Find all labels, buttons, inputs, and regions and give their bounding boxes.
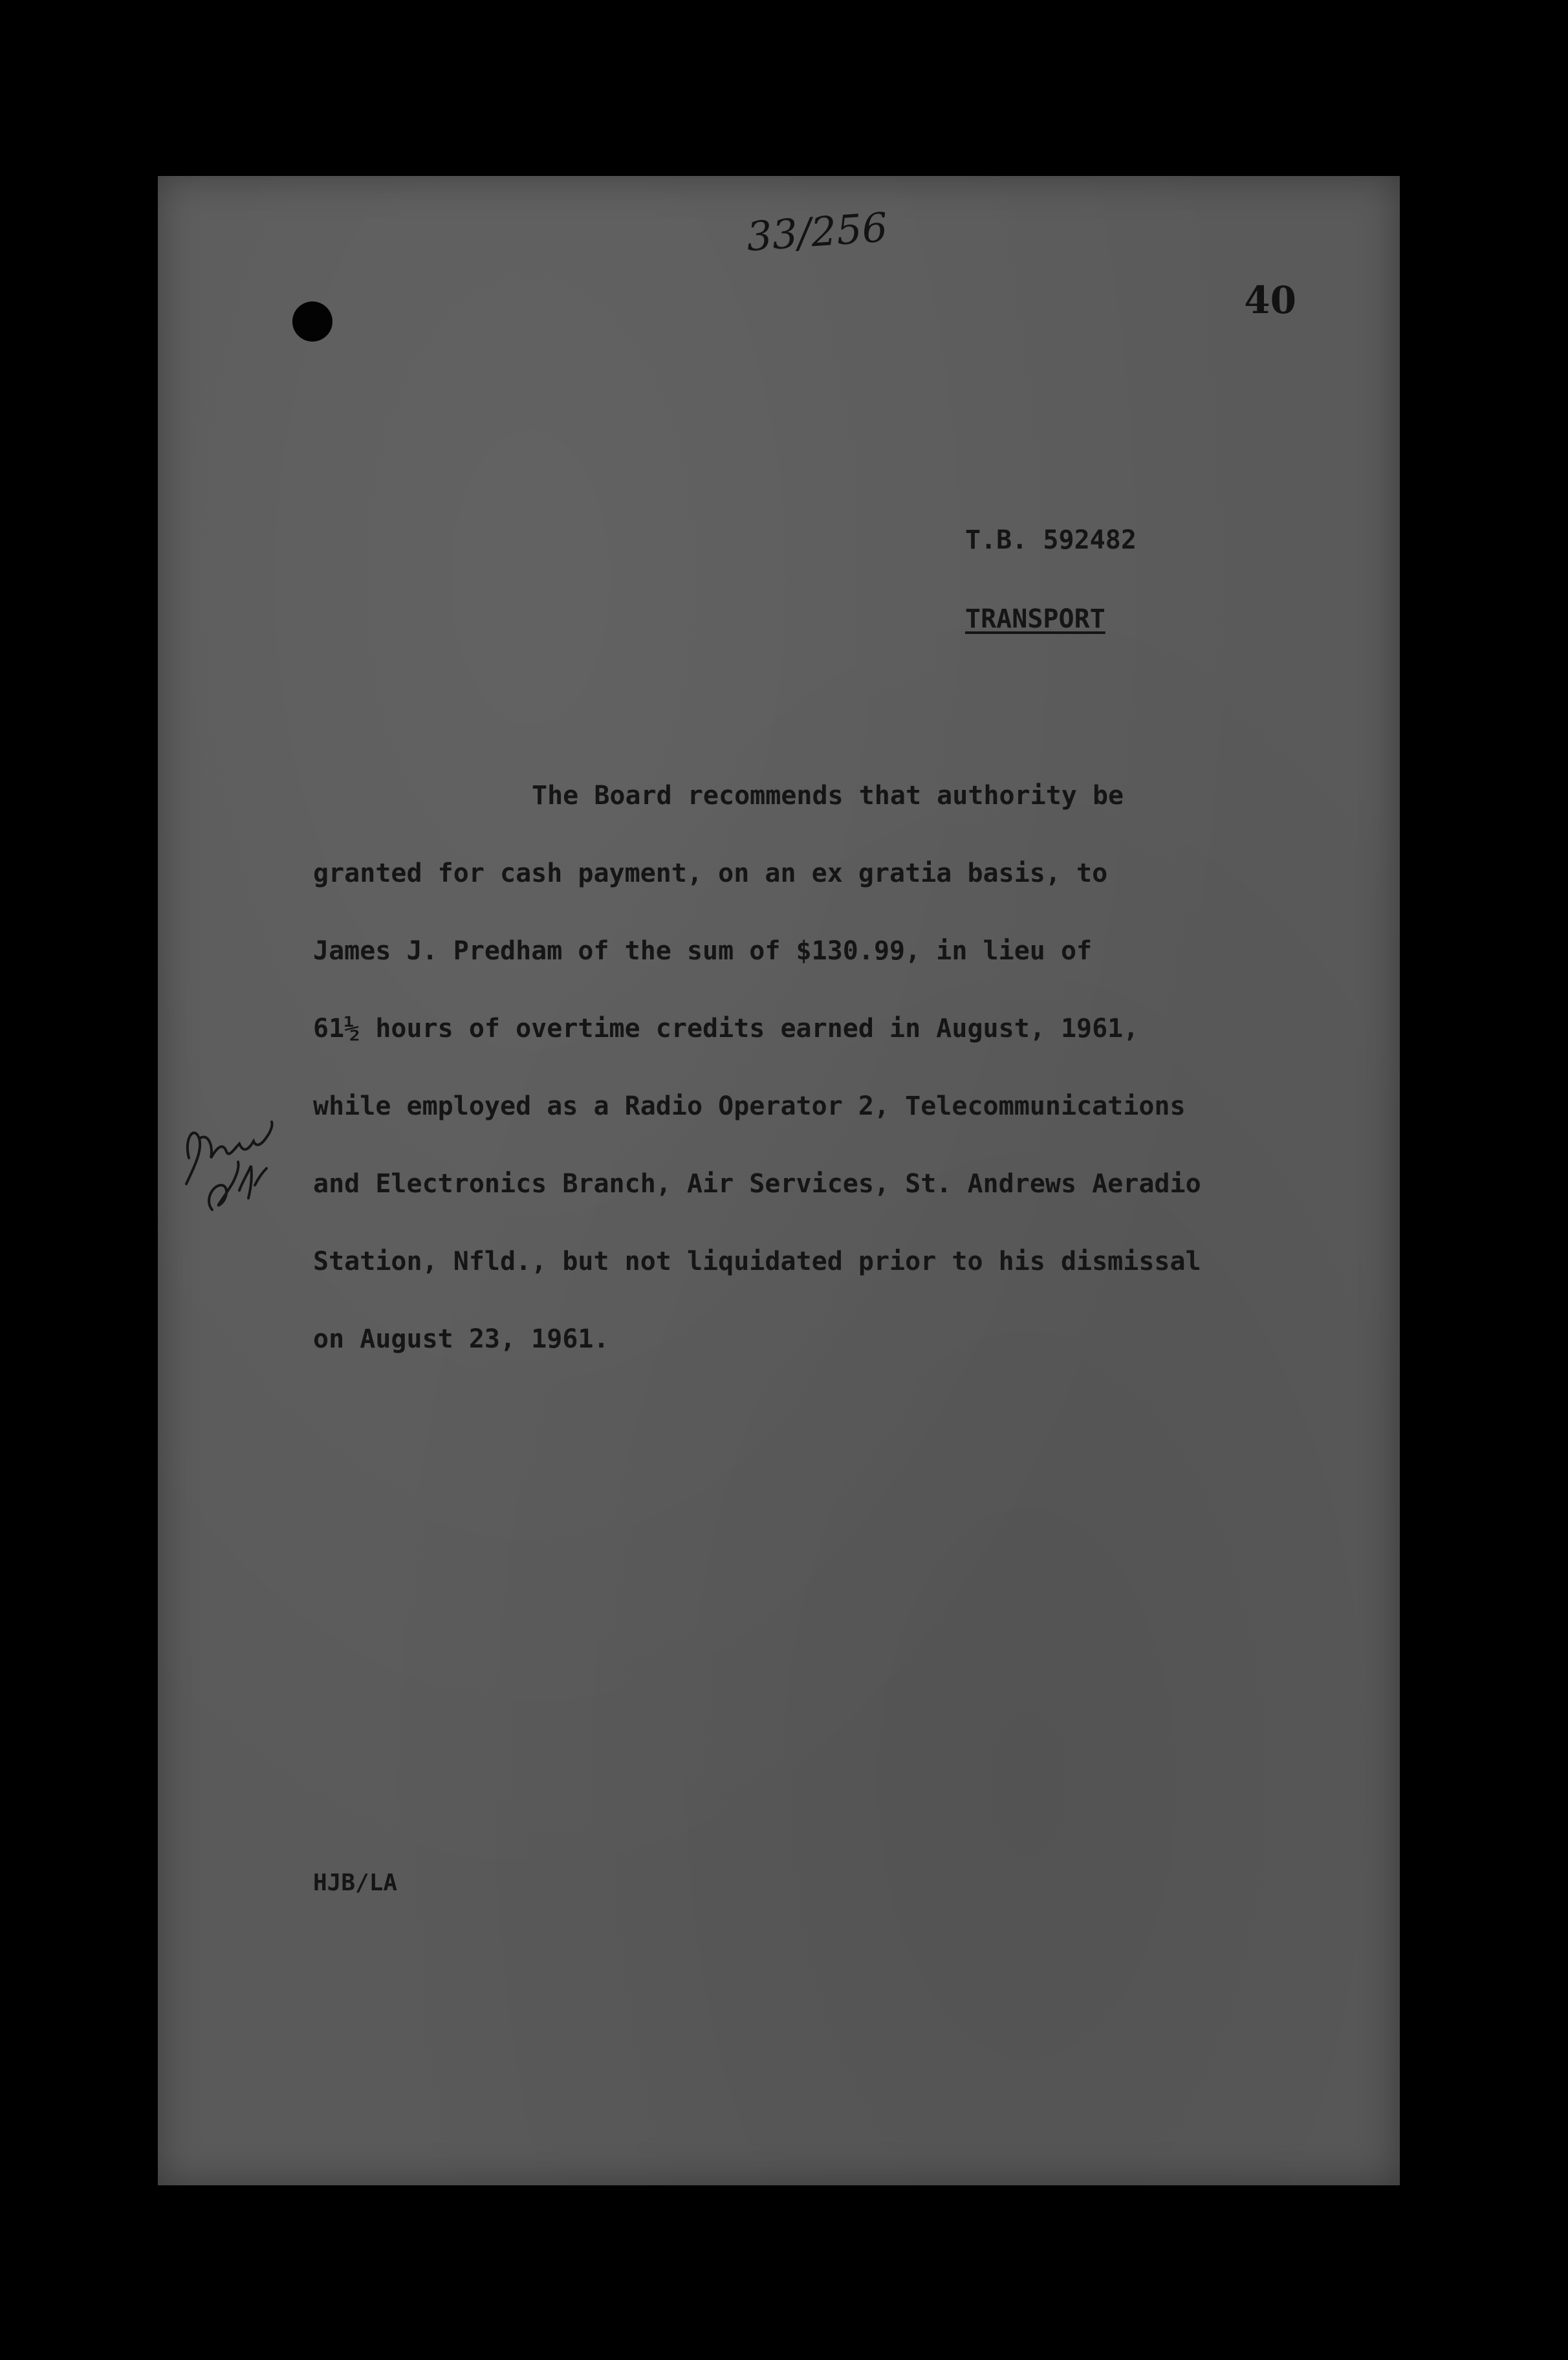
body-line: while employed as a Radio Operator 2, Telecommunications: [313, 1091, 1186, 1121]
body-line: granted for cash payment, on an ex gratia basis, to: [313, 858, 1108, 888]
body-line: The Board recommends that authority be: [532, 781, 1124, 811]
handwritten-file-reference: 33/256: [745, 203, 889, 261]
body-line: and Electronics Branch, Air Services, St. Andrews Aeradio: [313, 1169, 1201, 1199]
recommendation-paragraph: [313, 757, 1232, 1378]
margin-signature: [175, 1113, 285, 1216]
typist-initials: HJB/LA: [313, 1870, 398, 1896]
punch-hole: [292, 301, 332, 342]
body-line: Station, Nfld., but not liquidated prior to his dismissal: [313, 1247, 1201, 1276]
department-heading: TRANSPORT: [965, 604, 1105, 634]
body-line: James J. Predham of the sum of $130.99, in lieu of: [313, 936, 1093, 966]
page-number: 40: [1244, 278, 1296, 322]
body-line: 61½ hours of overtime credits earned in August, 1961,: [313, 1014, 1139, 1043]
body-line: on August 23, 1961.: [313, 1324, 609, 1354]
treasury-board-number: T.B. 592482: [965, 525, 1137, 555]
